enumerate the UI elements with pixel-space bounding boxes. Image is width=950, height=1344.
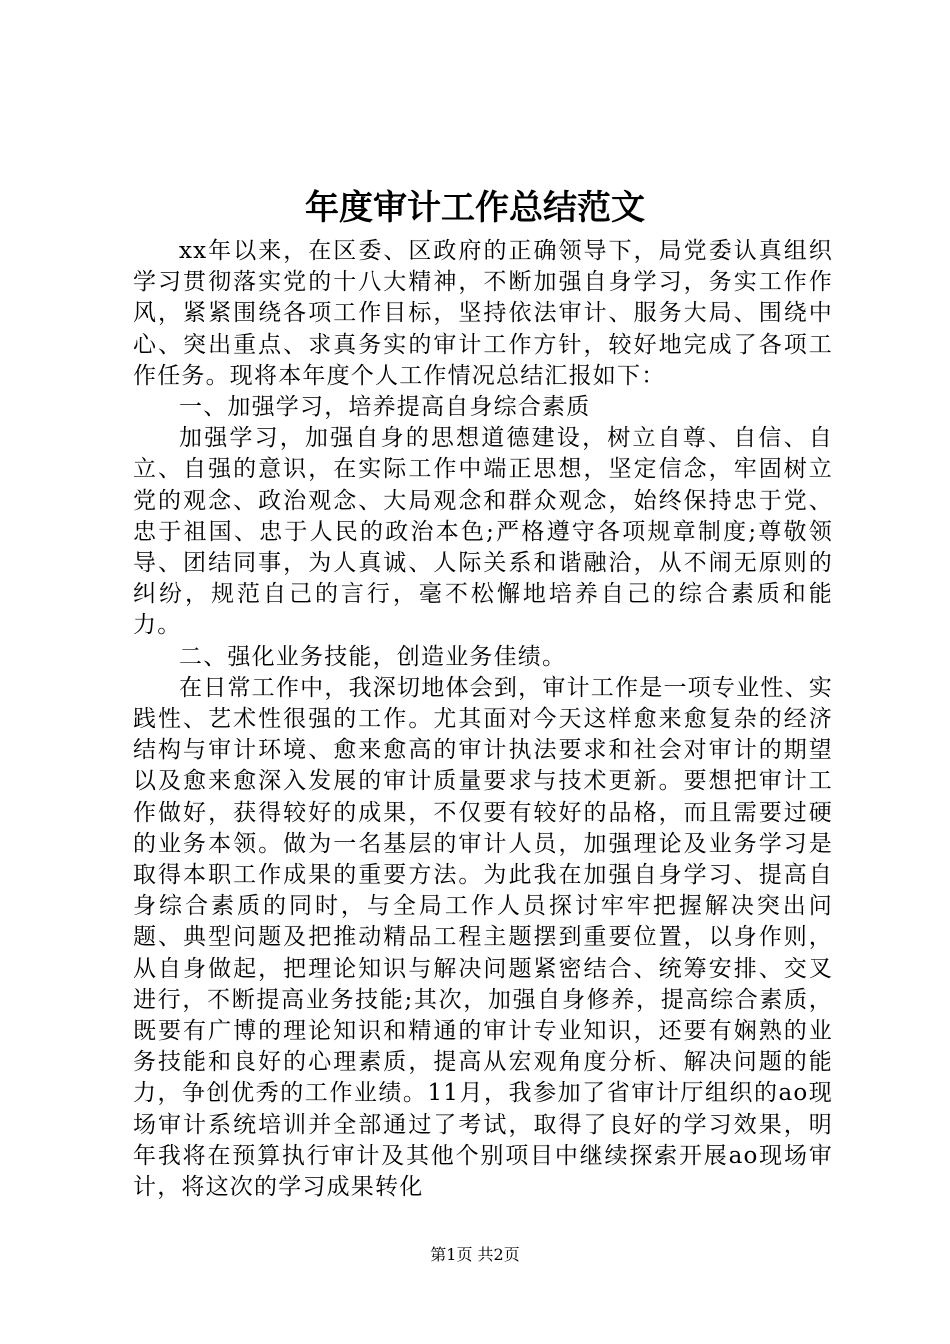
document-title: 年度审计工作总结范文 bbox=[305, 188, 645, 228]
page-number-footer: 第1页 共2页 bbox=[430, 1245, 520, 1264]
document-body bbox=[133, 236, 833, 1203]
paragraph-intro: xx年以来，在区委、区政府的正确领导下，局党委认真组织学习贯彻落实党的十八大精神，不断加强自身学习，务实工作作风，紧紧围绕各项工作目标，坚持依法审计、服务大局、围绕中心、突出重点、求真务实的审计工作方针，较好地完成了各项工作任务。现将本年度个人工作情况总结汇报如下： bbox=[133, 238, 833, 389]
section-heading-2: 二、强化业务技能，创造业务佳绩。 bbox=[179, 643, 567, 670]
paragraph-section-2: 在日常工作中，我深切地体会到，审计工作是一项专业性、实践性、艺术性很强的工作。尤其面对今天这样愈来愈复杂的经济结构与审计环境、愈来愈高的审计执法要求和社会对审计的期望以及愈来愈深入发展的审计质量要求与技术更新。要想把审计工作做好，获得较好的成果，不仅要有较好的品格，而且需要过硬的业务本领。做为一名基层的审计人员，加强理论及业务学习是取得本职工作成果的重要方法。为此我在加强自身学习、提高自身综合素质的同时，与全局工作人员探讨牢牢把握解决突出问题、典型问题及把推动精品工程主题摆到重要位置，以身作则，从自身做起，把理论知识与解决问题紧密结合、统筹安排、交叉进行，不断提高业务技能;其次，加强自身修养，提高综合素质，既要有广博的理论知识和精通的审计专业知识，还要有娴熟的业务技能和良好的心理素质，提高从宏观角度分析、解决问题的能力，争创优秀的工作业绩。11月，我参加了省审计厅组织的ao现场审计系统培训并全部通过了考试，取得了良好的学习效果，明年我将在预算执行审计及其他个别项目中继续探索开展ao现场审计，将这次的学习成果转化 bbox=[133, 674, 833, 1201]
section-heading-1: 一、加强学习，培养提高自身综合素质 bbox=[179, 394, 591, 421]
paragraph-section-1: 加强学习，加强自身的思想道德建设，树立自尊、自信、自立、自强的意识，在实际工作中端正思想，坚定信念，牢固树立党的观念、政治观念、大局观念和群众观念，始终保持忠于党、忠于祖国、忠于人民的政治本色;严格遵守各项规章制度;尊敬领导、团结同事，为人真诚、人际关系和谐融洽，从不闹无原则的纠纷，规范自己的言行，毫不松懈地培养自己的综合素质和能力。 bbox=[133, 425, 833, 639]
